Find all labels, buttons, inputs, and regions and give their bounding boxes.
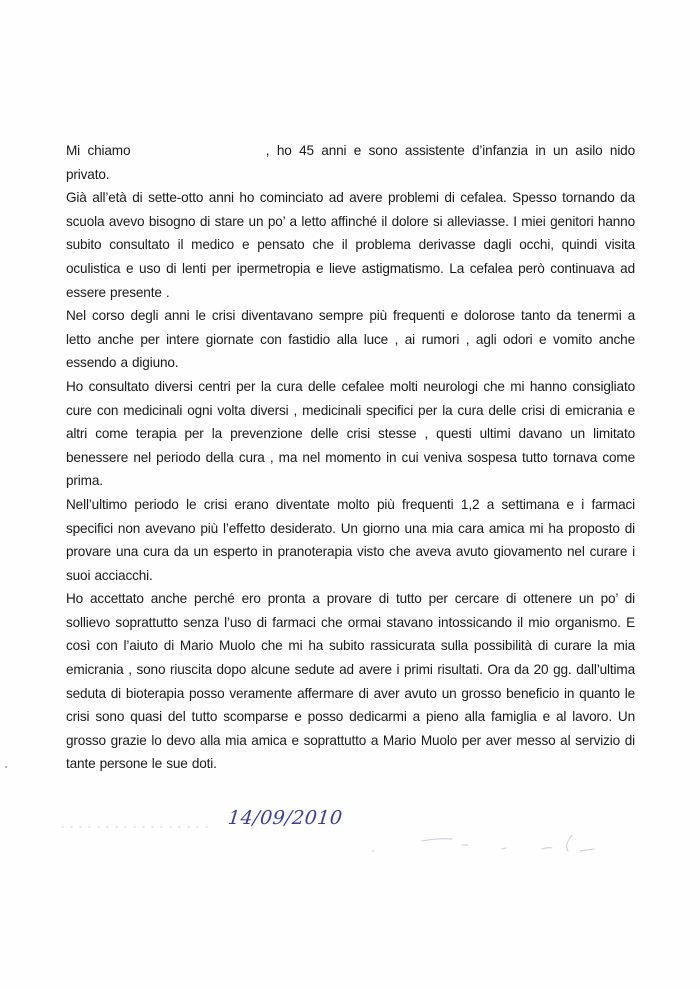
letter-body	[66, 139, 635, 776]
intro-text-start: Mi chiamo	[66, 143, 138, 158]
redacted-name	[138, 146, 266, 156]
paragraph-childhood: Già all’età di sette-otto anni ho cominciato ad avere problemi di cefalea. Spesso tornando da scuola avevo bisogno di stare un po’ a letto affinché il dolore si alleviasse. I miei genitori hanno subito consultato il medico e pensato che il problema derivasse dagli occhi, quindi visita oculistica e uso di lenti per ipermetropia e lieve astigmatismo. La cefalea però continuava ad essere presente .	[66, 190, 635, 300]
redacted-place	[58, 819, 208, 831]
paragraph-intro	[66, 139, 635, 186]
paragraph-recent-period: Nell’ultimo periodo le crisi erano diventate molto più frequenti 1,2 a settimana e i farmaci specifici non avevano più l’effetto desiderato. Un giorno una mia cara amica mi ha proposto di provare una cura da un esperto in pranoterapia visto che aveva avuto giovamento nel curare i suoi acciacchi.	[66, 496, 635, 583]
redacted-signature	[362, 827, 622, 857]
scan-speck	[5, 766, 7, 768]
signature-area	[50, 805, 650, 865]
handwritten-date: 14/09/2010	[226, 807, 344, 829]
paragraph-worsening: Nel corso degli anni le crisi diventavano sempre più frequenti e dolorose tanto da tenermi a letto anche per intere giornate con fastidio alla luce , ai rumori , agli odori e vomito anche essendo a digiuno.	[66, 308, 635, 371]
signature-stroke	[372, 835, 594, 851]
intro-text-end: , ho 45 anni e sono assistente d’infanzia in un asilo nido privato.	[66, 143, 636, 182]
paragraph-outcome: Ho accettato anche perché ero pronta a provare di tutto per cercare di ottenere un po’ di sollievo soprattutto senza l’uso di farmaci che ormai stavano intossicando il mio organismo. E così con l’aiuto di Mario Muolo che mi ha subito rassicurata sulla possibilità di curare la mia emicrania , sono riuscita dopo alcune sedute ad avere i primi risultati. Ora da 20 gg. dall’ultima seduta di bioterapia posso veramente affermare di aver avuto un grosso beneficio in quanto le crisi sono quasi del tutto scomparse e posso dedicarmi a pieno alla famiglia e al lavoro. Un grosso grazie lo devo alla mia amica e soprattutto a Mario Muolo per aver messo al servizio di tante persone le sue doti.	[66, 591, 635, 772]
paragraph-treatments: Ho consultato diversi centri per la cura delle cefalee molti neurologi che mi hanno consigliato cure con medicinali ogni volta diversi , medicinali specifici per la cura delle crisi di emicrania e altri come terapia per la prevenzione delle crisi stesse , questi ultimi davano un limitato benessere nel periodo della cura , ma nel momento in cui veniva sospesa tutto tornava come prima.	[66, 378, 635, 489]
